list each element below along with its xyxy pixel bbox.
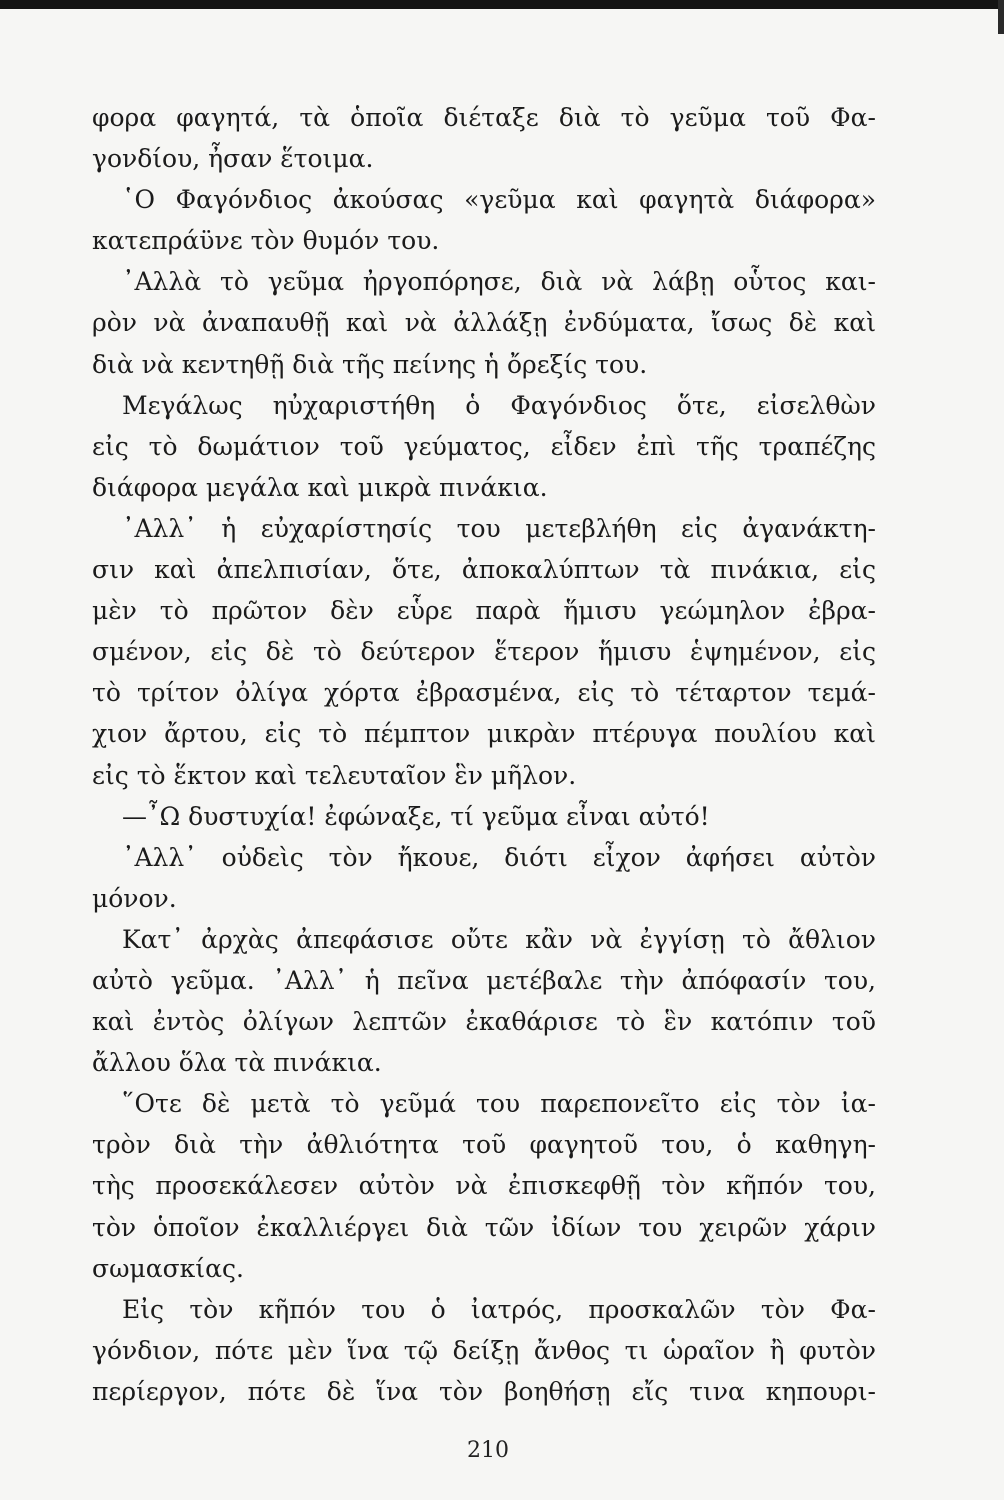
text-line: περίεργον, πότε δὲ ἵνα τὸν βοηθήσῃ εἴς τινα κηπουρι- (92, 1376, 876, 1406)
text-line: Κατ᾿ ἀρχὰς ἀπεφάσισε οὔτε κἂν νὰ ἐγγίσῃ τὸ ἄθλιον (122, 924, 876, 954)
text-line: ᾿Αλλὰ τὸ γεῦμα ἠργοπόρησε, διὰ νὰ λάβῃ οὗτος και- (122, 267, 876, 297)
text-line: αὐτὸ γεῦμα. ᾿Αλλ᾿ ἡ πεῖνα μετέβαλε τὴν ἀπόφασίν του, (92, 965, 876, 995)
text-line: διάφορα μεγάλα καὶ μικρὰ πινάκια. (92, 472, 548, 502)
text-line: ᾿Αλλ᾿ ἡ εὐχαρίστησίς του μετεβλήθη εἰς ἀγανάκτη- (122, 513, 876, 543)
text-line: διὰ νὰ κεντηθῇ διὰ τῆς πείνης ἡ ὄρεξίς του. (92, 349, 648, 379)
text-line: Μεγάλως ηὐχαριστήθη ὁ Φαγόνδιος ὅτε, εἰσελθὼν (122, 390, 876, 420)
text-line: σμένον, εἰς δὲ τὸ δεύτερον ἕτερον ἥμισυ ἑψημένον, εἰς (92, 637, 876, 667)
text-line: Εἰς τὸν κῆπόν του ὁ ἰατρός, προσκαλῶν τὸν Φα- (122, 1294, 876, 1324)
text-line: καὶ ἐντὸς ὀλίγων λεπτῶν ἐκαθάρισε τὸ ἓν κατόπιν τοῦ (92, 1007, 876, 1037)
text-line: τὸ τρίτον ὀλίγα χόρτα ἐβρασμένα, εἰς τὸ τέταρτον τεμά- (92, 678, 876, 708)
text-line: —῏Ω δυστυχία! ἐφώναξε, τί γεῦμα εἶναι αὐτό! (122, 801, 710, 831)
paragraph (92, 385, 876, 508)
text-line: φορα φαγητά, τὰ ὁποῖα διέταξε διὰ τὸ γεῦμα τοῦ Φα- (92, 103, 876, 132)
text-line: γονδίου, ἦσαν ἕτοιμα. (92, 144, 374, 174)
text-line: τὴς προσεκάλεσεν αὐτὸν νὰ ἐπισκεφθῇ τὸν κῆπόν του, (92, 1171, 876, 1201)
paragraph (92, 179, 876, 261)
scan-top-edge (0, 0, 1004, 9)
paragraph (92, 97, 876, 179)
text-line: τὸν ὁποῖον ἐκαλλιέργει διὰ τῶν ἰδίων του χειρῶν χάριν (92, 1212, 876, 1242)
text-line: γόνδιον, πότε μὲν ἵνα τῷ δείξῃ ἄνθος τι ὡραῖον ἢ φυτὸν (92, 1335, 876, 1365)
paragraph (92, 837, 876, 919)
text-line: ῞Οτε δὲ μετὰ τὸ γεῦμά του παρεπονεῖτο εἰς τὸν ἰα- (122, 1089, 876, 1119)
scan-right-edge (998, 0, 1004, 34)
paragraph (92, 508, 876, 796)
text-line: ρὸν νὰ ἀναπαυθῇ καὶ νὰ ἀλλάξῃ ἐνδύματα, ἴσως δὲ καὶ (92, 308, 876, 338)
text-line: ᾿Αλλ᾿ οὐδεὶς τὸν ἤκουε, διότι εἶχον ἀφήσει αὐτὸν (122, 842, 876, 872)
text-line: μόνον. (92, 883, 177, 913)
paragraph (92, 796, 876, 837)
text-line: εἰς τὸ δωμάτιον τοῦ γεύματος, εἶδεν ἐπὶ τῆς τραπέζης (92, 431, 876, 461)
text-line: μὲν τὸ πρῶτον δὲν εὗρε παρὰ ἥμισυ γεώμηλον ἐβρα- (92, 596, 876, 626)
text-line: χιον ἄρτου, εἰς τὸ πέμπτον μικρὰν πτέρυγα πουλίου καὶ (92, 719, 876, 749)
text-line: κατεπράϋνε τὸν θυμόν του. (92, 226, 440, 256)
page-number: 210 (467, 1438, 509, 1463)
text-line: σωμασκίας. (92, 1253, 244, 1283)
paragraph (92, 1289, 876, 1412)
text-line: ῾Ο Φαγόνδιος ἀκούσας «γεῦμα καὶ φαγητὰ διάφορα» (122, 185, 876, 215)
text-line: ἄλλου ὅλα τὰ πινάκια. (92, 1048, 382, 1078)
paragraph (92, 919, 876, 1083)
paragraph (92, 1083, 876, 1288)
body-text (92, 97, 876, 1412)
text-line: τρὸν διὰ τὴν ἀθλιότητα τοῦ φαγητοῦ του, ὁ καθηγη- (92, 1130, 876, 1160)
paragraph (92, 261, 876, 384)
text-line: εἰς τὸ ἕκτον καὶ τελευταῖον ἓν μῆλον. (92, 760, 577, 790)
text-line: σιν καὶ ἀπελπισίαν, ὅτε, ἀποκαλύπτων τὰ πινάκια, εἰς (92, 555, 876, 585)
